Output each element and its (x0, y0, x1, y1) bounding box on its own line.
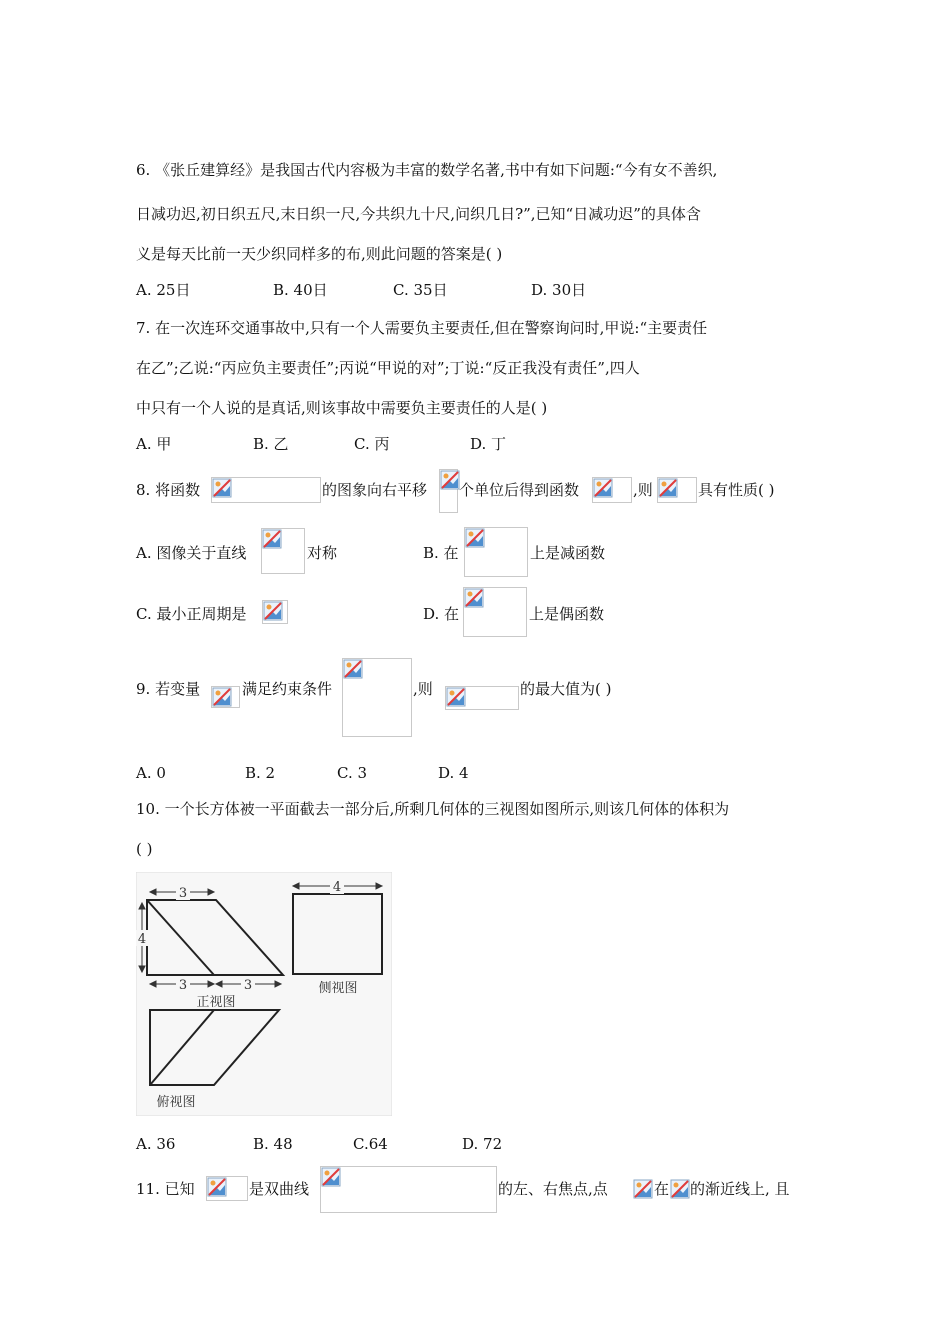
front-top-label: 3 (178, 886, 188, 901)
front-bottom-left-label: 3 (178, 978, 188, 993)
formula-image (261, 528, 305, 574)
q8-option-a-suffix: 对称 (307, 544, 338, 562)
q6-option-a: A. 25日 (136, 281, 191, 299)
q6-option-b: B. 40日 (273, 281, 328, 299)
side-top-label: 4 (332, 880, 342, 895)
broken-image-icon (670, 1179, 690, 1199)
three-view-figure (136, 872, 392, 1116)
formula-image (342, 658, 412, 737)
front-view-caption: 正视图 (196, 995, 236, 1010)
q11-text-4: 的渐近线上, 且 (690, 1180, 790, 1198)
q8-option-b-prefix: B. 在 (423, 544, 459, 562)
q10-option-b: B. 48 (253, 1135, 293, 1153)
broken-image-icon (343, 659, 363, 679)
broken-image-icon (633, 1179, 653, 1199)
q8-text-2: 个单位后得到函数 (459, 481, 580, 499)
front-left-label: 4 (137, 932, 147, 947)
q9-text-3: 的最大值为( ) (520, 680, 612, 698)
broken-image-icon (658, 478, 678, 498)
q8-option-c-prefix: C. 最小正周期是 (136, 605, 247, 623)
formula-image (633, 1179, 653, 1199)
q6-line-2: 日减功迟,初日织五尺,末日织一尺,今共织九十尺,问织几日?”,已知“日减功迟”的具体含 (136, 205, 701, 223)
broken-image-icon (263, 601, 283, 621)
q7-option-c: C. 丙 (354, 435, 390, 453)
q10-option-c: C.64 (353, 1135, 388, 1153)
formula-image (670, 1179, 690, 1199)
q11-text-1: 是双曲线 (249, 1180, 310, 1198)
q9-option-d: D. 4 (438, 764, 469, 782)
broken-image-icon (321, 1167, 341, 1187)
broken-image-icon (464, 588, 484, 608)
q11-text-2: 的左、右焦点,点 (498, 1180, 608, 1198)
q8-text-4: 具有性质( ) (698, 481, 775, 499)
q7-option-a: A. 甲 (136, 435, 172, 453)
q11-text-3: 在 (654, 1180, 670, 1198)
q7-line-2: 在乙”;乙说:“丙应负主要责任”;丙说“甲说的对”;丁说:“反正我没有责任”,四人 (136, 359, 640, 377)
q9-option-c: C. 3 (337, 764, 368, 782)
formula-image (657, 477, 697, 503)
q8-option-d-prefix: D. 在 (423, 605, 460, 623)
q8-prefix: 8. 将函数 (136, 481, 201, 499)
q9-text-2: ,则 (413, 680, 433, 698)
q11-prefix: 11. 已知 (136, 1180, 195, 1198)
q10-option-d: D. 72 (462, 1135, 503, 1153)
q7-line-1: 7. 在一次连环交通事故中,只有一个人需要负主要责任,但在警察询问时,甲说:“主要责任 (136, 319, 708, 337)
q10-line-2: ( ) (136, 840, 153, 858)
q7-option-d: D. 丁 (470, 435, 507, 453)
q6-line-1: 6. 《张丘建算经》是我国古代内容极为丰富的数学名著,书中有如下问题:“今有女不善织, (136, 161, 718, 179)
formula-image (211, 686, 240, 708)
formula-image (592, 477, 632, 503)
q9-text-1: 满足约束条件 (242, 680, 333, 698)
formula-image (211, 477, 321, 503)
formula-image (206, 1176, 248, 1201)
q8-option-b-suffix: 上是减函数 (530, 544, 606, 562)
broken-image-icon (440, 470, 460, 490)
side-view-caption: 侧视图 (318, 981, 358, 996)
formula-image (445, 686, 519, 710)
q6-option-d: D. 30日 (531, 281, 587, 299)
formula-image (320, 1166, 497, 1213)
q7-line-3: 中只有一个人说的是真话,则该事故中需要负主要责任的人是( ) (136, 399, 548, 417)
formula-image (464, 527, 528, 577)
broken-image-icon (212, 478, 232, 498)
top-view-caption: 俯视图 (156, 1095, 196, 1110)
formula-image (262, 600, 288, 624)
q9-option-a: A. 0 (136, 764, 166, 782)
q10-option-a: A. 36 (136, 1135, 176, 1153)
q8-option-d-suffix: 上是偶函数 (529, 605, 605, 623)
formula-image (463, 587, 527, 637)
broken-image-icon (262, 529, 282, 549)
q10-line-1: 10. 一个长方体被一平面截去一部分后,所剩几何体的三视图如图所示,则该几何体的体积为 (136, 800, 730, 818)
broken-image-icon (207, 1177, 227, 1197)
q6-option-c: C. 35日 (393, 281, 448, 299)
three-view-diagram (136, 872, 392, 1116)
q6-line-3: 义是每天比前一天少织同样多的布,则此问题的答案是( ) (136, 245, 503, 263)
q9-option-b: B. 2 (245, 764, 276, 782)
q7-option-b: B. 乙 (253, 435, 289, 453)
formula-image (439, 469, 458, 513)
q8-text-3: ,则 (633, 481, 653, 499)
front-bottom-right-label: 3 (243, 978, 253, 993)
broken-image-icon (465, 528, 485, 548)
q8-option-a-prefix: A. 图像关于直线 (136, 544, 247, 562)
broken-image-icon (212, 687, 232, 707)
broken-image-icon (593, 478, 613, 498)
broken-image-icon (446, 687, 466, 707)
q8-text-1: 的图象向右平移 (322, 481, 428, 499)
q9-prefix: 9. 若变量 (136, 680, 201, 698)
